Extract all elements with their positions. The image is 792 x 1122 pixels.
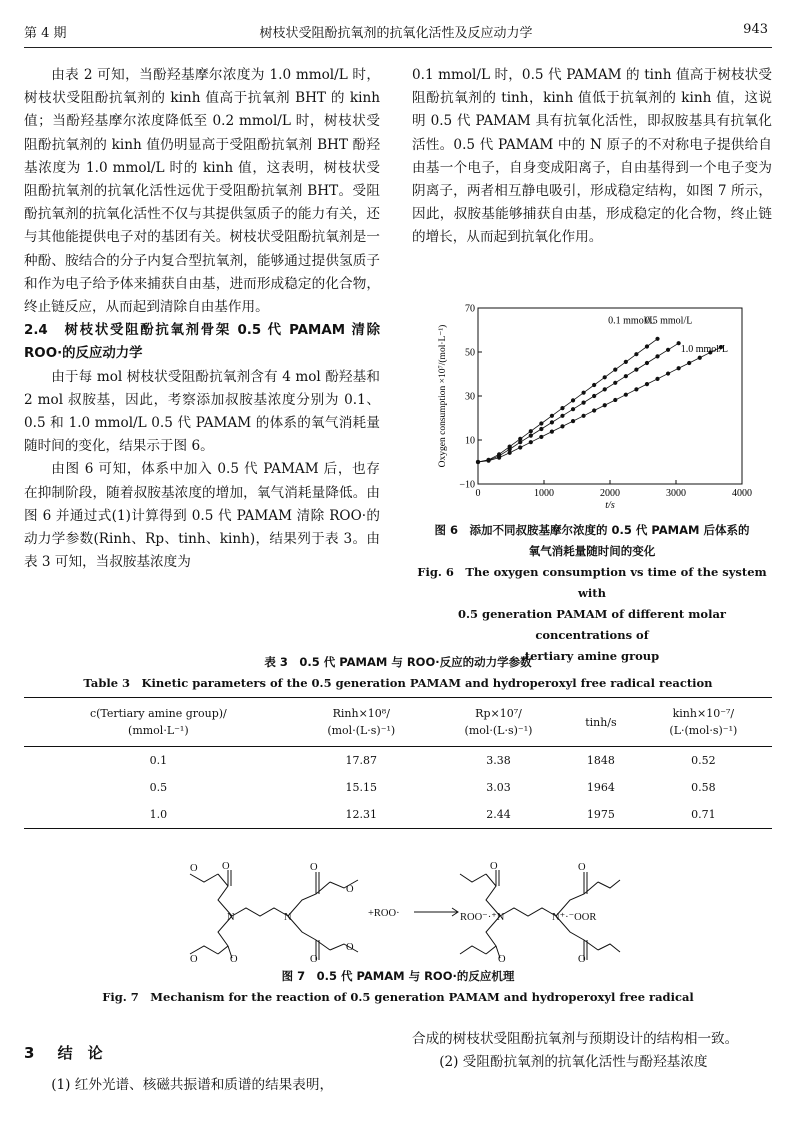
- table-cell: 0.71: [635, 801, 772, 829]
- series-label: 1.0 mmol/L: [680, 344, 728, 355]
- data-point: [486, 459, 490, 463]
- data-point: [603, 375, 607, 379]
- data-point: [560, 406, 564, 410]
- x-tick-label: 1000: [534, 488, 554, 499]
- header-concentration: c(Tertiary amine group)/ (mmol·L⁻¹): [24, 698, 293, 747]
- issue-number: 第 4 期: [24, 26, 67, 41]
- product-left-label: ROO⁻·⁺N: [460, 912, 505, 923]
- atom-label: O: [346, 942, 354, 953]
- series-0: [476, 337, 660, 464]
- y-tick-label: 50: [465, 347, 475, 359]
- figure-7-caption: [24, 966, 772, 1008]
- y-tick-label: 10: [465, 435, 475, 447]
- caption-zh-line: 图 6 添加不同叔胺基摩尔浓度的 0.5 代 PAMAM 后体系的: [434, 523, 750, 537]
- series-label: 0.5 mmol/L: [645, 315, 693, 327]
- table-title-zh: 表 3 0.5 代 PAMAM 与 ROO·反应的动力学参数: [264, 655, 532, 669]
- right-column-bottom: [412, 1028, 772, 1074]
- caption-zh-line: 氧气消耗量随时间的变化: [528, 544, 656, 558]
- data-point: [592, 383, 596, 387]
- data-point: [550, 420, 554, 424]
- data-point: [634, 387, 638, 391]
- data-point: [624, 360, 628, 364]
- data-point: [518, 445, 522, 449]
- atom-label: O: [190, 863, 198, 874]
- data-point: [539, 427, 543, 431]
- series-line: [478, 339, 658, 462]
- data-point: [582, 414, 586, 418]
- paragraph: (1) 红外光谱、核磁共振谱和质谱的结果表明，: [51, 1077, 334, 1093]
- data-point: [560, 414, 564, 418]
- paragraph: 由于每 mol 树枝状受阻酚抗氧剂含有 4 mol 酚羟基和 2 mol 叔胺基，因此，考察添加叔胺基浓度分别为 0.1、0.5 和 1.0 mmol/L 0.5 代 PAMAM 的体系的氧气消耗量随时间的变化，结果示于图 6。: [24, 368, 380, 455]
- caption-en-line: 0.5 generation PAMAM of different molar concentrations of: [458, 607, 726, 642]
- x-tick-label: 2000: [600, 488, 620, 499]
- paragraph: 0.1 mmol/L 时，0.5 代 PAMAM 的 tinh 值高于树枝状受阻酚抗氧剂的 tinh，kinh 值低于抗氧剂的 kinh 值，这说明 0.5 代 PAMAM 具有抗氧化活性，即叔胺基具有抗氧化活性。0.5 代 PAMAM 中的 N 原子的不对称电子提供给自由基一个电子，自身变成阳离子，自由基得到一个电子变为阴离子，两者相互静电吸引，形成稳定结构，如图 7 所示，因此，叔胺基能够捕获自由基，形成稳定的化合物，终止链的增长，从而起到抗氧化作用。: [412, 67, 772, 246]
- reaction-mechanism-diagram: [170, 858, 622, 962]
- data-point: [497, 456, 501, 460]
- table-row: [24, 747, 772, 775]
- paragraph: 合成的树枝状受阻酚抗氧剂与预期设计的结构相一致。: [412, 1031, 739, 1047]
- right-column: [412, 64, 772, 250]
- table-cell: 0.5: [149, 781, 168, 794]
- reagent-label: +ROO·: [368, 908, 400, 919]
- y-axis-label: Oxygen consumption ×10⁷/(mol·L⁻¹): [438, 324, 448, 468]
- atom-label: N: [284, 912, 292, 923]
- data-point: [550, 430, 554, 434]
- data-point: [539, 421, 543, 425]
- data-point: [677, 366, 681, 370]
- table-cell: 1964: [586, 781, 615, 794]
- bond: [288, 916, 330, 950]
- data-point: [655, 377, 659, 381]
- caption-en-line: Fig. 6 The oxygen consumption vs time of the system with: [417, 565, 767, 600]
- x-tick-label: 0: [475, 488, 481, 499]
- header-kinh: kinh×10⁻⁷/ (L·(mol·s)⁻¹): [635, 698, 772, 747]
- data-point: [687, 361, 691, 365]
- y-tick-label: −10: [459, 479, 475, 491]
- data-point: [645, 382, 649, 386]
- series-1: [476, 341, 681, 464]
- table-cell: 3.03: [486, 781, 511, 794]
- atom-label: O: [490, 861, 498, 872]
- table-row: [24, 774, 772, 801]
- data-point: [529, 434, 533, 438]
- data-point: [666, 371, 670, 375]
- kinetic-parameters-table: [24, 697, 772, 829]
- y-tick-label: 30: [465, 391, 475, 403]
- y-tick-label: 70: [465, 303, 475, 315]
- data-point: [518, 440, 522, 444]
- table-cell: 15.15: [345, 781, 378, 794]
- data-point: [666, 348, 670, 352]
- data-point: [655, 354, 659, 358]
- table-cell: 0.52: [691, 754, 716, 767]
- table-3-title: [24, 652, 772, 694]
- data-point: [613, 398, 617, 402]
- reactant-skeleton: [232, 908, 288, 916]
- header-tinh: tinh/s: [567, 698, 635, 747]
- caption-en-line: tertiary amine group: [524, 649, 660, 663]
- product-right-label: N⁺·⁻OOR: [552, 912, 597, 923]
- table-cell: 0.1: [149, 754, 168, 767]
- series-2: [476, 345, 723, 464]
- figure-6-caption: [412, 520, 772, 667]
- atom-label: O: [190, 954, 198, 962]
- data-point: [592, 408, 596, 412]
- bond: [288, 882, 330, 916]
- header-rinh: Rinh×10⁸/ (mol·(L·s)⁻¹): [293, 698, 430, 747]
- section-3-heading: [24, 1042, 103, 1063]
- data-point: [603, 387, 607, 391]
- paragraph: (2) 受阻酚抗氧剂的抗氧化活性与酚羟基浓度: [439, 1054, 708, 1071]
- data-point: [550, 414, 554, 418]
- x-tick-label: 4000: [732, 488, 752, 499]
- atom-label: O: [310, 954, 318, 962]
- data-point: [645, 344, 649, 348]
- data-point: [655, 337, 659, 341]
- atom-label: O: [578, 954, 586, 962]
- table-cell: 17.87: [345, 754, 378, 767]
- atom-label: O: [498, 954, 506, 962]
- table-cell: 2.44: [430, 801, 567, 829]
- data-point: [603, 403, 607, 407]
- section-heading-2-4: 2.4 树枝状受阻酚抗氧剂骨架 0.5 代 PAMAM 清除 ROO·的反应动力学: [24, 323, 380, 362]
- table-header-row: [24, 698, 772, 747]
- data-point: [560, 424, 564, 428]
- data-point: [624, 374, 628, 378]
- data-point: [571, 398, 575, 402]
- series-label: 0.1 mmol/L: [608, 315, 656, 327]
- data-point: [529, 440, 533, 444]
- data-point: [624, 393, 628, 397]
- page-number: 943: [743, 22, 768, 37]
- left-column: [24, 64, 380, 574]
- atom-label: O: [346, 884, 354, 895]
- oxygen-consumption-chart: [412, 298, 772, 516]
- left-column-bottom: [24, 1074, 380, 1097]
- table-cell: 0.58: [691, 781, 716, 794]
- data-point: [613, 381, 617, 385]
- bond: [218, 874, 232, 916]
- table-cell: 1975: [567, 801, 635, 829]
- data-point: [592, 394, 596, 398]
- table-row: [24, 801, 772, 829]
- table-cell: 12.31: [293, 801, 430, 829]
- data-point: [634, 368, 638, 372]
- table-title-en: Table 3 Kinetic parameters of the 0.5 generation PAMAM and hydroperoxyl free radical reaction: [83, 676, 713, 690]
- atom-label: N: [227, 912, 235, 923]
- series-line: [478, 347, 721, 462]
- atom-label: O: [578, 862, 586, 873]
- table-cell: 3.38: [486, 754, 511, 767]
- atom-label: O: [310, 862, 318, 873]
- caption-en-line: Fig. 7 Mechanism for the reaction of 0.5 generation PAMAM and hydroperoxyl free radical: [102, 990, 694, 1004]
- x-axis-label: t/s: [605, 500, 615, 511]
- table-cell: 1.0: [24, 801, 293, 829]
- header-rp: Rp×10⁷/ (mol·(L·s)⁻¹): [430, 698, 567, 747]
- header-rule: [24, 47, 772, 48]
- series-line: [478, 343, 679, 462]
- table-cell: 1848: [586, 754, 615, 767]
- atom-label: O: [222, 861, 230, 872]
- data-point: [634, 352, 638, 356]
- data-point: [571, 407, 575, 411]
- running-title: 树枝状受阻酚抗氧剂的抗氧化活性及反应动力学: [259, 26, 533, 41]
- plot-frame: [478, 308, 742, 484]
- data-point: [508, 451, 512, 455]
- product-skeleton: [500, 908, 556, 916]
- data-point: [476, 460, 480, 464]
- section-number: 3: [24, 1044, 35, 1062]
- data-point: [582, 391, 586, 395]
- paragraph: 由图 6 可知，体系中加入 0.5 代 PAMAM 后，也存在抑制阶段，随着叔胺基浓度的增加，氧气消耗量降低。由图 6 并通过式(1)计算得到 0.5 代 PAMAM 清除 ROO·的动力学参数(Rinh、Rp、tinh、kinh)，结果列于表 3。由表 3 可知，当叔胺基浓度为: [24, 461, 380, 571]
- x-tick-label: 3000: [666, 488, 686, 499]
- paragraph: 由表 2 可知，当酚羟基摩尔浓度为 1.0 mmol/L 时，树枝状受阻酚抗氧剂的 kinh 值高于抗氧剂 BHT 的 kinh 值；当酚羟基摩尔浓度降低至 0.2 mmol/L 时，树枝状受阻酚抗氧剂的 kinh 值仍明显高于受阻酚抗氧剂 BHT 酚羟基浓度为 1.0 mmol/L 时的 kinh 值，这表明，树枝状受阻酚抗氧剂的抗氧化活性远优于受阻酚抗氧剂 BHT。受阻酚抗氧剂的抗氧化活性不仅与其提供氢质子的能力有关，还与其他能提供电子对的基团有关。树枝状受阻酚抗氧剂是一种酚、胺结合的分子内复合型抗氧剂，能够通过提供氢质子和作为电子给予体来捕获自由基，进而形成稳定的化合物，终止链反应，从而起到清除自由基作用。: [24, 67, 380, 316]
- section-title: 结 论: [57, 1044, 103, 1062]
- data-point: [529, 429, 533, 433]
- data-point: [613, 368, 617, 372]
- data-point: [698, 356, 702, 360]
- data-point: [582, 401, 586, 405]
- caption-zh-line: 图 7 0.5 代 PAMAM 与 ROO·的反应机理: [281, 969, 515, 983]
- atom-label: O: [230, 954, 238, 962]
- data-point: [645, 361, 649, 365]
- data-point: [571, 419, 575, 423]
- data-point: [539, 435, 543, 439]
